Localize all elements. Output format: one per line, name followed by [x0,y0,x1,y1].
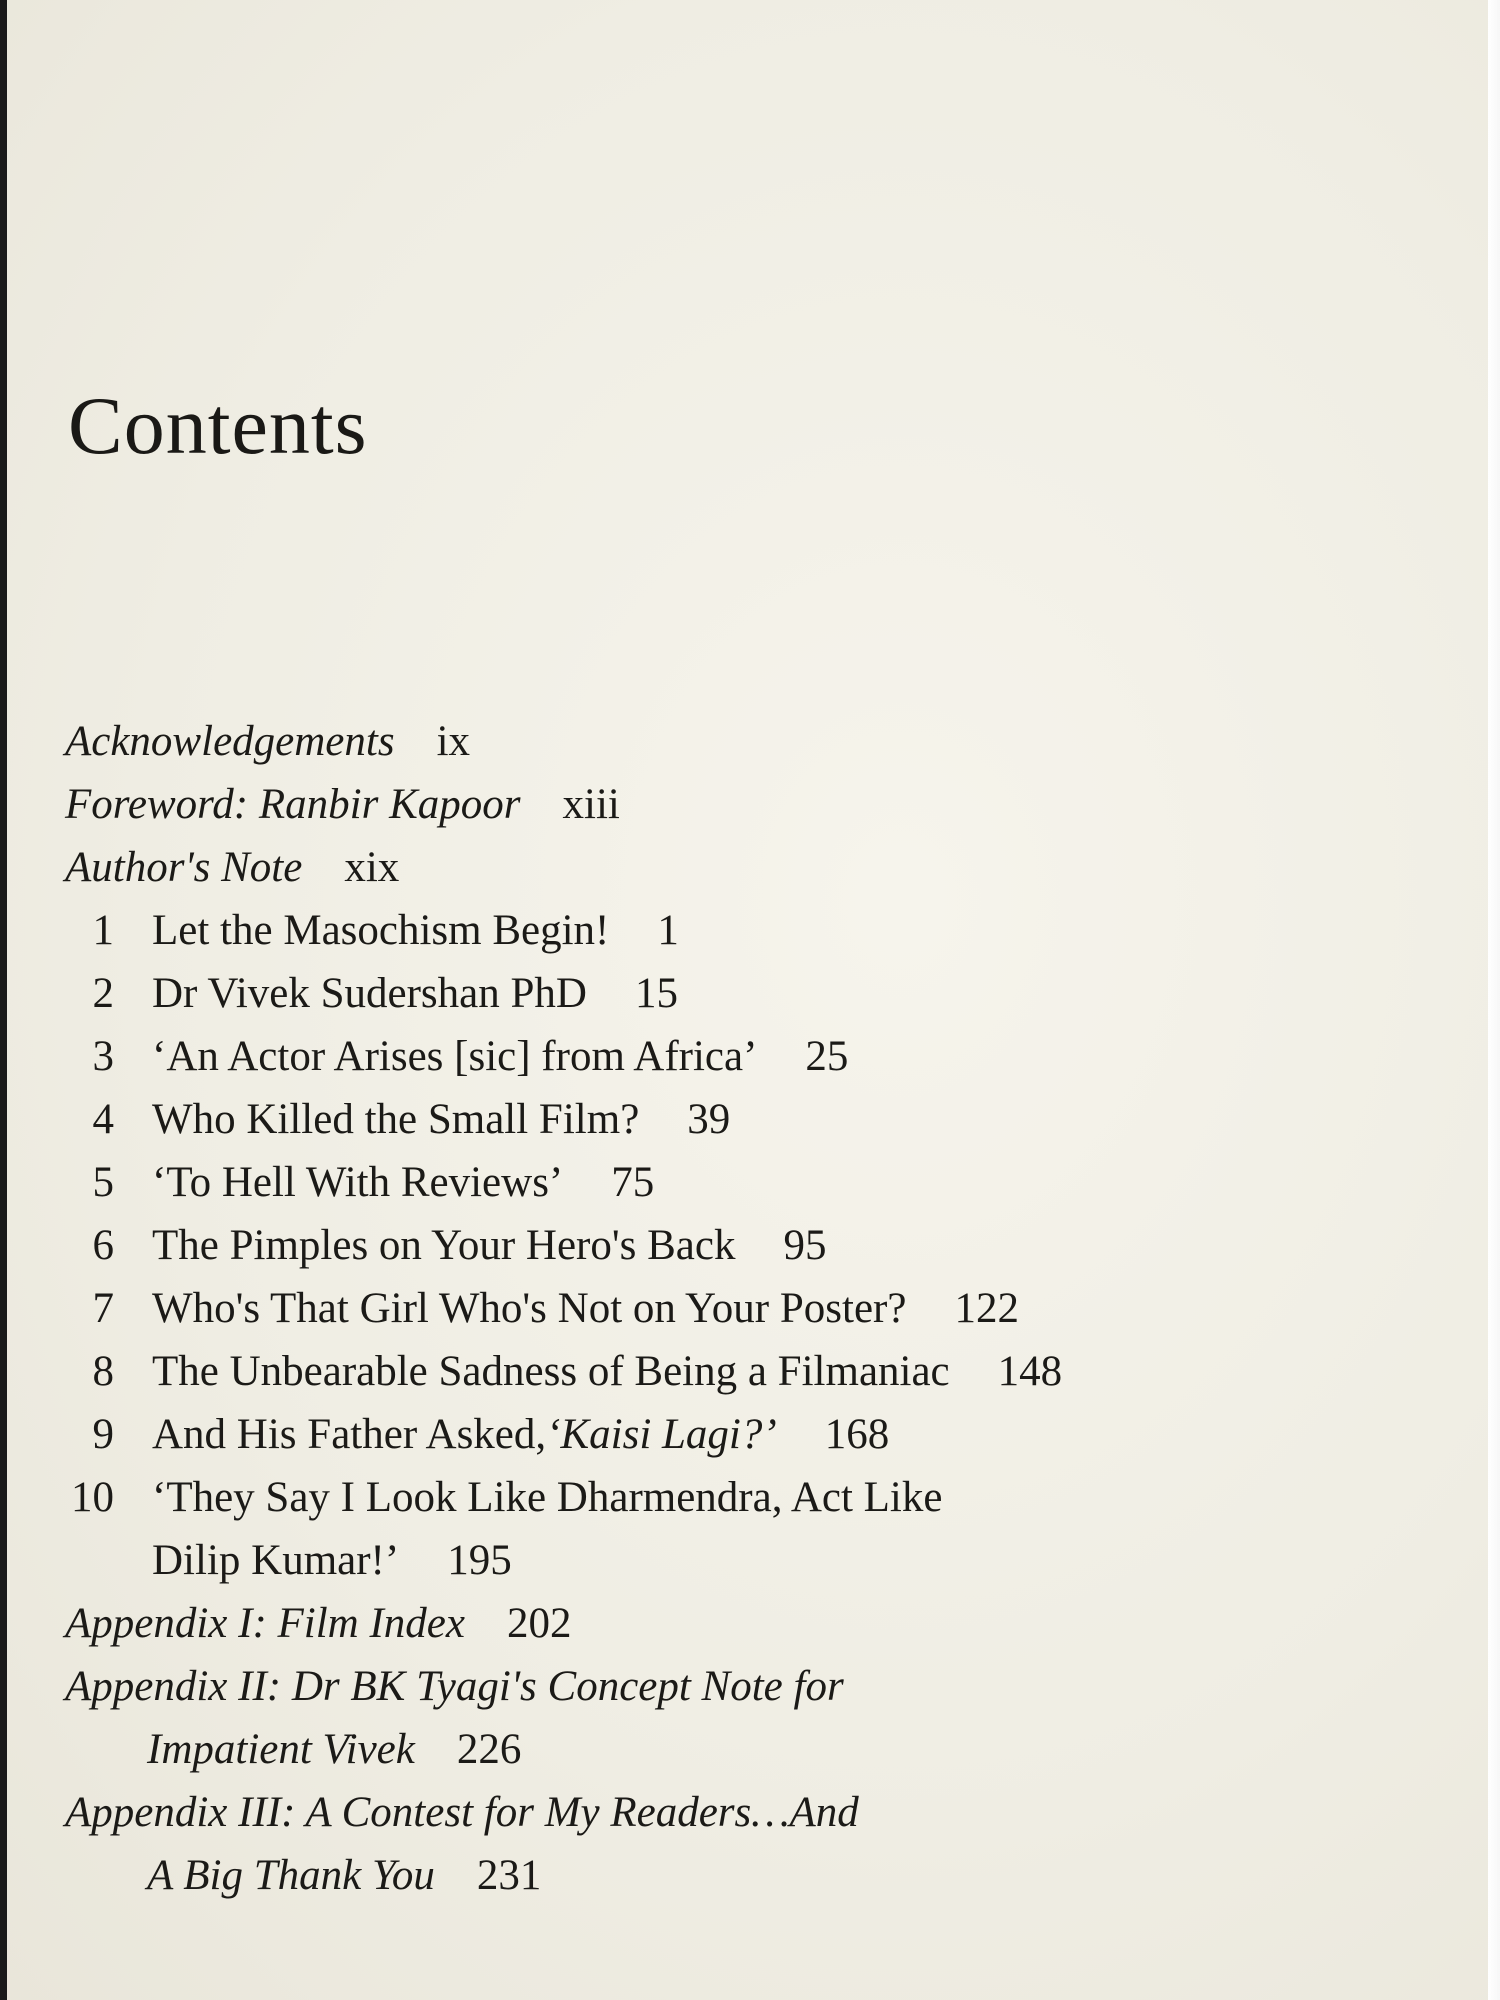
toc-entry-appendix-1: Appendix I: Film Index 202 [65,1600,572,1647]
chapter-number: 9 [92,1411,114,1458]
chapter-title: Let the Masochism Begin! [152,907,610,954]
toc-entry-appendix-2: Appendix II: Dr BK Tyagi's Concept Note for [65,1663,844,1710]
chapter-number: 8 [92,1348,114,1395]
chapter-title: Dr Vivek Sudershan PhD [152,970,587,1017]
toc-entry-authors-note: Author's Note xix [65,844,400,891]
chapter-title: Who's That Girl Who's Not on Your Poster? [152,1285,907,1332]
chapter-title-italic: ‘Kaisi Lagi?’ [546,1411,777,1458]
chapter-number: 7 [92,1285,114,1332]
chapter-title: ‘They Say I Look Like Dharmendra, Act Like [152,1474,943,1521]
chapter-number: 4 [92,1096,114,1143]
page-number: 168 [824,1411,890,1458]
toc-entry-appendix-2-continued: Impatient Vivek 226 [147,1726,522,1773]
chapter-number: 1 [92,907,114,954]
page-number: 39 [687,1096,731,1143]
toc-entry-chapter-5 [62,1151,1462,1214]
page-edge-white [1488,0,1500,2000]
chapter-number: 10 [71,1474,114,1521]
toc-entry-acknowledgements: Acknowledgements ix [65,718,471,765]
page-number: xiii [562,781,620,828]
toc-entry-chapter-9 [62,1403,1462,1466]
table-of-contents [62,710,1462,1907]
toc-entry-foreword: Foreword: Ranbir Kapoor xiii [65,781,620,828]
page-number: 122 [954,1285,1019,1332]
chapter-title: And His Father Asked, [152,1411,547,1458]
toc-entry-chapter-10-continued [62,1529,1462,1592]
toc-entry-chapter-8 [62,1340,1462,1403]
page-title: Contents [68,380,368,471]
page-edge-shadow [0,0,7,2000]
chapter-number: 2 [92,970,114,1017]
toc-entry-appendix-3: Appendix III: A Contest for My Readers…And [65,1789,859,1836]
page-number: 1 [657,907,679,954]
toc-entry-chapter-1 [62,899,1462,962]
page-number: 148 [997,1348,1063,1395]
page-number: 75 [611,1159,655,1206]
page-number: 95 [783,1222,827,1269]
page-number: 195 [447,1537,512,1584]
chapter-number: 3 [92,1033,114,1080]
page-number: 231 [476,1852,542,1899]
toc-entry-appendix-3-continued: A Big Thank You 231 [147,1852,542,1899]
toc-entry-chapter-2 [62,962,1462,1025]
chapter-title: The Unbearable Sadness of Being a Filmaniac [152,1348,950,1395]
chapter-title: ‘To Hell With Reviews’ [152,1159,564,1206]
toc-entry-chapter-4 [62,1088,1462,1151]
chapter-title: Who Killed the Small Film? [152,1096,640,1143]
toc-entry-chapter-7 [62,1277,1462,1340]
chapter-title: Dilip Kumar!’ [152,1537,400,1584]
page-number: 226 [456,1726,522,1773]
page-number: ix [436,718,471,765]
chapter-title: ‘An Actor Arises [sic] from Africa’ [152,1033,758,1080]
toc-entry-chapter-3 [62,1025,1462,1088]
toc-entry-chapter-10 [62,1466,1462,1529]
page-number: 202 [506,1600,572,1647]
chapter-title: The Pimples on Your Hero's Back [152,1222,736,1269]
chapter-number: 5 [92,1159,114,1206]
page-number: 15 [634,970,678,1017]
page-number: xix [344,844,400,891]
toc-entry-chapter-6 [62,1214,1462,1277]
page-number: 25 [805,1033,849,1080]
chapter-number: 6 [92,1222,114,1269]
